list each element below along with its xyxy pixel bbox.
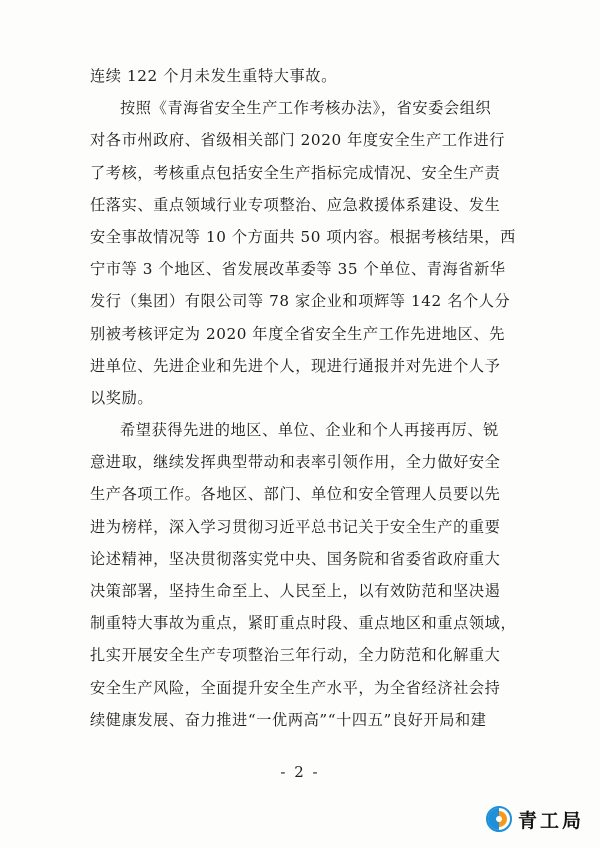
text-line: 发行（集团）有限公司等 78 家企业和项辉等 142 名个人分: [90, 292, 511, 311]
text-line: 扎实开展安全生产专项整治三年行动，全力防范和化解重大: [90, 646, 501, 665]
text-line: 连续 122 个月未发生重特大事故。: [90, 67, 337, 85]
text-line: 别被考核评定为 2020 年度全省安全生产工作先进地区、先: [90, 324, 506, 343]
text-line: 意进取，继续发挥典型带动和表率引领作用，全力做好安全: [90, 453, 501, 472]
sd-logo-icon: [486, 806, 512, 832]
text-line: 以奖励。: [90, 388, 154, 407]
text-line: 进为榜样，深入学习贯彻习近平总书记关于安全生产的重要: [90, 517, 501, 536]
text-line: 续健康发展、奋力推进“一优两高”“十四五”良好开局和建: [90, 710, 487, 729]
watermark: [486, 804, 584, 834]
text-line: 决策部署，坚持生命至上、人民至上，以有效防范和坚决遏: [90, 582, 501, 600]
text-line: 希望获得先进的地区、单位、企业和个人再接再厉、锐: [120, 421, 499, 440]
text-line: 制重特大事故为重点，紧盯重点时段、重点地区和重点领域，: [90, 614, 517, 633]
text-line: 安全生产风险，全面提升安全生产水平，为全省经济社会持: [90, 678, 501, 697]
text-line: 论述精神，坚决贯彻落实党中央、国务院和省委省政府重大: [90, 549, 501, 568]
text-line: 进单位、先进企业和先进个人，现进行通报并对先进个人予: [90, 356, 501, 375]
text-line: 宁市等 3 个地区、省发展改革委等 35 个单位、青海省新华: [90, 260, 506, 279]
watermark-text: 青工局: [518, 809, 585, 832]
text-line: 安全事故情况等 10 个方面共 50 项内容。根据考核结果，西: [90, 227, 516, 246]
text-line: 了考核，考核重点包括安全生产指标完成情况、安全生产责: [90, 163, 501, 182]
document-body: [90, 60, 520, 736]
page-number: - 2 -: [280, 763, 320, 781]
text-line: 任落实、重点领域行业专项整治、应急救援体系建设、发生: [90, 195, 501, 214]
text-line: 对各市州政府、省级相关部门 2020 年度安全生产工作进行: [90, 131, 506, 150]
text-line: 按照《青海省安全生产工作考核办法》，省安委会组织: [120, 99, 492, 118]
text-line: 生产各项工作。各地区、部门、单位和安全管理人员要以先: [90, 485, 501, 504]
